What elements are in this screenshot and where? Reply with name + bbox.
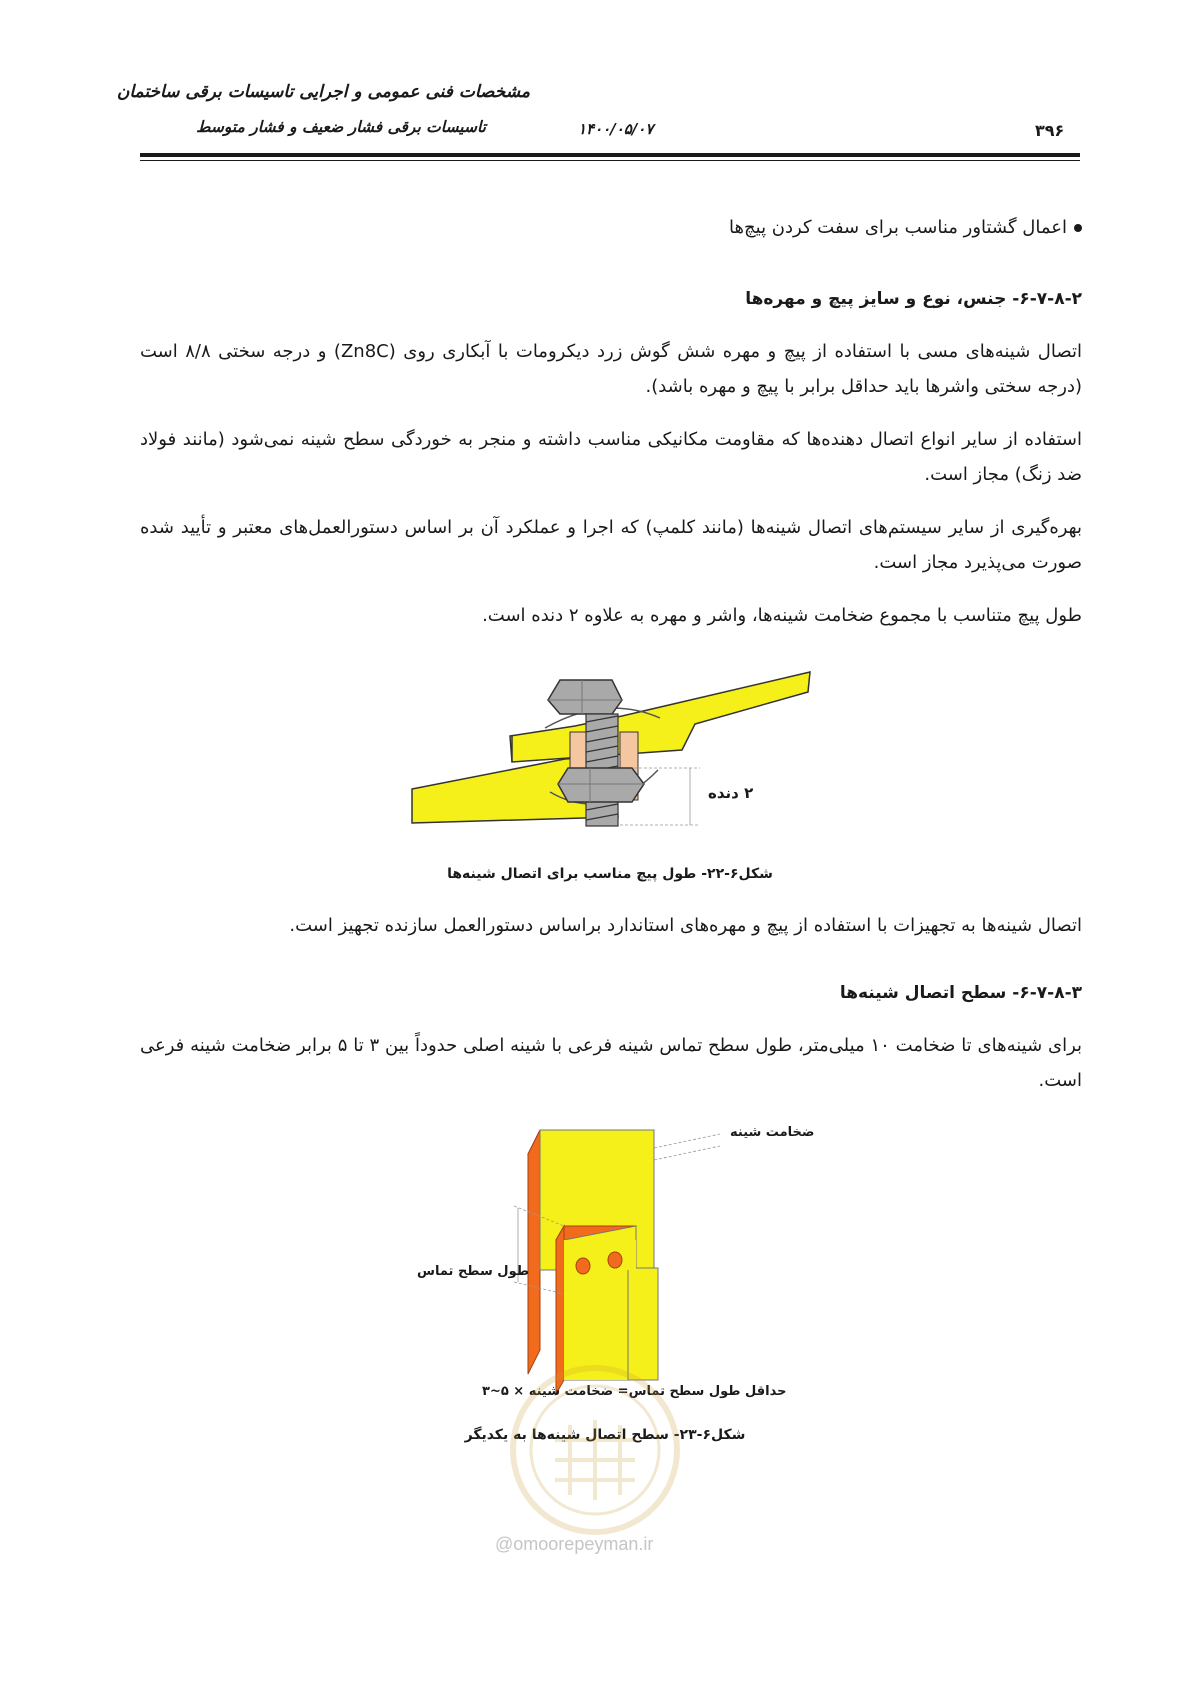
- nut: [558, 768, 644, 802]
- document-subtitle: تاسیسات برقی فشار ضعیف و فشار متوسط: [196, 118, 486, 136]
- figure-23-caption: شکل۶-۲۳- سطح اتصال شینه‌ها به یکدیگر: [464, 1427, 746, 1443]
- label-contact-length: طول سطح تماس: [417, 1264, 529, 1279]
- bullet-dot-icon: [1074, 224, 1082, 232]
- upper-busbar: [510, 672, 810, 762]
- paragraph-contact-surface: برای شینه‌های تا ضخامت ۱۰ میلی‌متر، طول سطح تماس شینه فرعی با شینه اصلی حدوداً بین ۳ تا ۵ برابر ضخامت شینه فرعی است.: [140, 1035, 1083, 1092]
- watermark-logo: [495, 1360, 695, 1540]
- header-rule-thick: [140, 153, 1080, 157]
- label-two-threads: ۲ دنده: [708, 784, 754, 802]
- paragraph-bolt-spec: اتصال شینه‌های مسی با استفاده از پیچ و مهره شش گوش زرد دیکرومات با آبکاری روی (Zn8C) و درجه سختی ۸/۸ است (درجه سختی واشرها باید حداقل برابر با پیچ و مهره باشد).: [140, 341, 1082, 398]
- label-min-contact-formula: حداقل طول سطح تماس= ضخامت شینه × ۵~۳: [482, 1384, 787, 1399]
- paragraph-other-fasteners: استفاده از سایر انواع اتصال دهنده‌ها که مقاومت مکانیکی مناسب داشته و منجر به خوردگی سطح شینه نمی‌شود (مانند فولاد ضد زنگ) مجاز است.: [140, 429, 1082, 486]
- figure-22-caption: شکل۶-۲۲- طول پیچ مناسب برای اتصال شینه‌ها: [447, 866, 773, 882]
- paragraph-equipment-connection: اتصال شینه‌ها به تجهیزات با استفاده از پیچ و مهره‌های استاندارد براساس دستورالعمل سازنده تجهیز است.: [289, 915, 1082, 936]
- section-heading-6-7-8-2: ۶-۷-۸-۲- جنس، نوع و سایز پیچ و مهره‌ها: [745, 289, 1082, 309]
- document-title: مشخصات فنی عمومی و اجرایی تاسیسات برقی ساختمان: [116, 82, 530, 102]
- watermark-url-text: omoorepeyman.ir: [513, 1534, 654, 1554]
- paragraph-clamp-systems: بهره‌گیری از سایر سیستم‌های اتصال شینه‌ها (مانند کلمپ) که اجرا و عملکرد آن بر اساس دستورالعمل‌های معتبر و تأیید شده صورت می‌پذیرد مجاز است.: [140, 517, 1082, 574]
- label-busbar-thickness: ضخامت شینه: [730, 1125, 815, 1140]
- paragraph-bolt-length: طول پیچ متناسب با مجموع ضخامت شینه‌ها، واشر و مهره به علاوه ۲ دنده است.: [482, 605, 1082, 626]
- watermark-at-icon: @: [495, 1534, 514, 1554]
- document-date: ۱۴۰۰/۰۵/۰۷: [578, 120, 654, 138]
- watermark-url: [495, 1534, 653, 1555]
- figure-bolt-length-diagram: [400, 652, 830, 842]
- main-busbar-side-edge: [528, 1130, 540, 1374]
- bullet-text: اعمال گشتاور مناسب برای سفت کردن پیچ‌ها: [729, 217, 1067, 238]
- bolt-head: [548, 680, 622, 714]
- section-heading-6-7-8-3: ۶-۷-۸-۳- سطح اتصال شینه‌ها: [839, 983, 1082, 1003]
- page-number: ۳۹۶: [1035, 121, 1065, 140]
- header-rule-thin: [140, 160, 1080, 161]
- bullet-item: [729, 217, 1082, 238]
- bolt-hole-right: [608, 1252, 622, 1268]
- bolt-hole-left: [576, 1258, 590, 1274]
